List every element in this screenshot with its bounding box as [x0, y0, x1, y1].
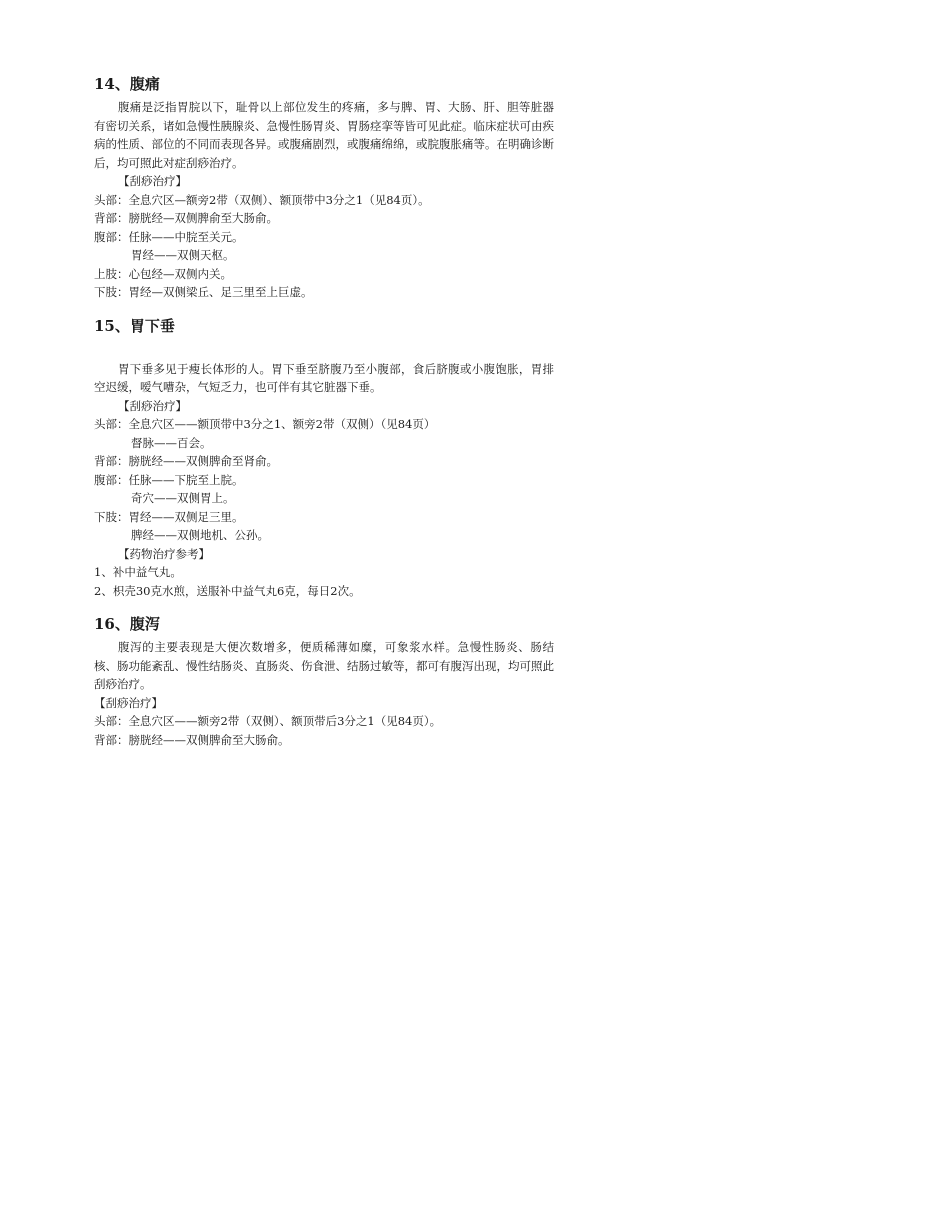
- treatment-title: 【刮痧治疗】: [118, 398, 187, 413]
- treatment-line: [94, 731, 554, 750]
- treatment-text: 心包经—双侧内关。: [128, 266, 232, 281]
- treatment-line: [94, 452, 554, 471]
- treatment-line: [94, 434, 554, 453]
- section-intro: 腹泻的主要表现是大便次数增多，便质稀薄如糜，可象浆水样。急慢性肠炎、肠结核、肠功能紊乱、慢性结肠炎、直肠炎、伤食泄、结肠过敏等，都可有腹泻出现，均可照此刮痧治疗。: [94, 640, 554, 691]
- treatment-text: 督脉——百会。: [131, 435, 212, 450]
- treatment-text: 胃经——双侧天枢。: [131, 248, 235, 262]
- body-part-label: 上肢：: [94, 266, 129, 281]
- section-gastroptosis: [94, 314, 554, 601]
- body-part-label: 背部：: [94, 732, 129, 747]
- treatment-line: [94, 228, 554, 247]
- treatment-title: 【刮痧治疗】: [118, 174, 187, 188]
- body-part-label: 头部：: [94, 714, 129, 728]
- treatment-line: [94, 246, 554, 265]
- medicine-title: 【药物治疗参考】: [118, 546, 210, 561]
- treatment-line: [94, 526, 554, 545]
- treatment-line: [94, 283, 554, 302]
- body-part-label: 下肢：: [94, 509, 129, 524]
- treatment-line: [94, 712, 554, 731]
- treatment-text: 奇穴——双侧胃上。: [131, 491, 235, 505]
- treatment-text: 脾经——双侧地机、公孙。: [131, 528, 269, 542]
- treatment-text: 全息穴区——额旁2带（双侧）、额顶带后3分之1（见84页）。: [128, 714, 442, 728]
- treatment-text: 全息穴区——额顶带中3分之1、额旁2带（双侧）（见84页）: [128, 417, 436, 431]
- section-intro: 胃下垂多见于瘦长体形的人。胃下垂至脐腹乃至小腹部，食后脐腹或小腹饱胀，胃排空迟缓，嗳气嘈杂，气短乏力，也可伴有其它脏器下垂。: [94, 361, 554, 394]
- section-heading: 14、腹痛: [94, 75, 160, 93]
- body-part-label: 背部：: [94, 211, 129, 225]
- treatment-line: [94, 471, 554, 490]
- treatment-text: 任脉——中脘至关元。: [128, 229, 244, 244]
- medicine-line: 1、补中益气丸。: [94, 565, 182, 579]
- treatment-text: 膀胱经—双侧脾俞至大肠俞。: [128, 211, 278, 225]
- treatment-text: 膀胱经——双侧脾俞至大肠俞。: [128, 732, 290, 747]
- section-heading: 16、腹泻: [94, 615, 160, 633]
- treatment-line: [94, 415, 554, 434]
- body-part-label: 头部：: [94, 192, 129, 207]
- section-abdominal-pain: [94, 72, 554, 302]
- body-part-label: 头部：: [94, 417, 129, 431]
- section-heading: 15、胃下垂: [94, 316, 175, 335]
- medicine-line: 2、枳壳30克水煎，送服补中益气丸6克，每日2次。: [94, 583, 361, 598]
- section-intro: 腹痛是泛指胃脘以下，耻骨以上部位发生的疼痛，多与脾、胃、大肠、肝、胆等脏器有密切关系，诸如急慢性胰腺炎、急慢性肠胃炎、胃肠痉挛等皆可见此症。临床症状可由疾病的性质、部位的不同而表现各异。或腹痛剧烈，或腹痛绵绵，或脘腹胀痛等。在明确诊断后，均可照此对症刮痧治疗。: [94, 100, 554, 170]
- treatment-line: [94, 508, 554, 527]
- treatment-line: [94, 265, 554, 284]
- treatment-text: 全息穴区—额旁2带（双侧）、额顶带中3分之1（见84页）。: [128, 192, 430, 207]
- body-part-label: 下肢：: [94, 285, 129, 299]
- treatment-text: 膀胱经——双侧脾俞至肾俞。: [128, 454, 278, 468]
- treatment-line: [94, 191, 554, 210]
- body-part-label: 腹部：: [94, 229, 129, 244]
- treatment-title: 【刮痧治疗】: [94, 695, 163, 710]
- treatment-line: [94, 489, 554, 508]
- treatment-text: 胃经——双侧足三里。: [128, 509, 244, 524]
- body-part-label: 背部：: [94, 454, 129, 468]
- body-part-label: 腹部：: [94, 472, 129, 487]
- treatment-line: [94, 209, 554, 228]
- document-page: [94, 72, 554, 749]
- treatment-text: 任脉——下脘至上脘。: [128, 472, 244, 487]
- section-diarrhea: [94, 612, 554, 749]
- treatment-text: 胃经—双侧梁丘、足三里至上巨虚。: [128, 285, 313, 299]
